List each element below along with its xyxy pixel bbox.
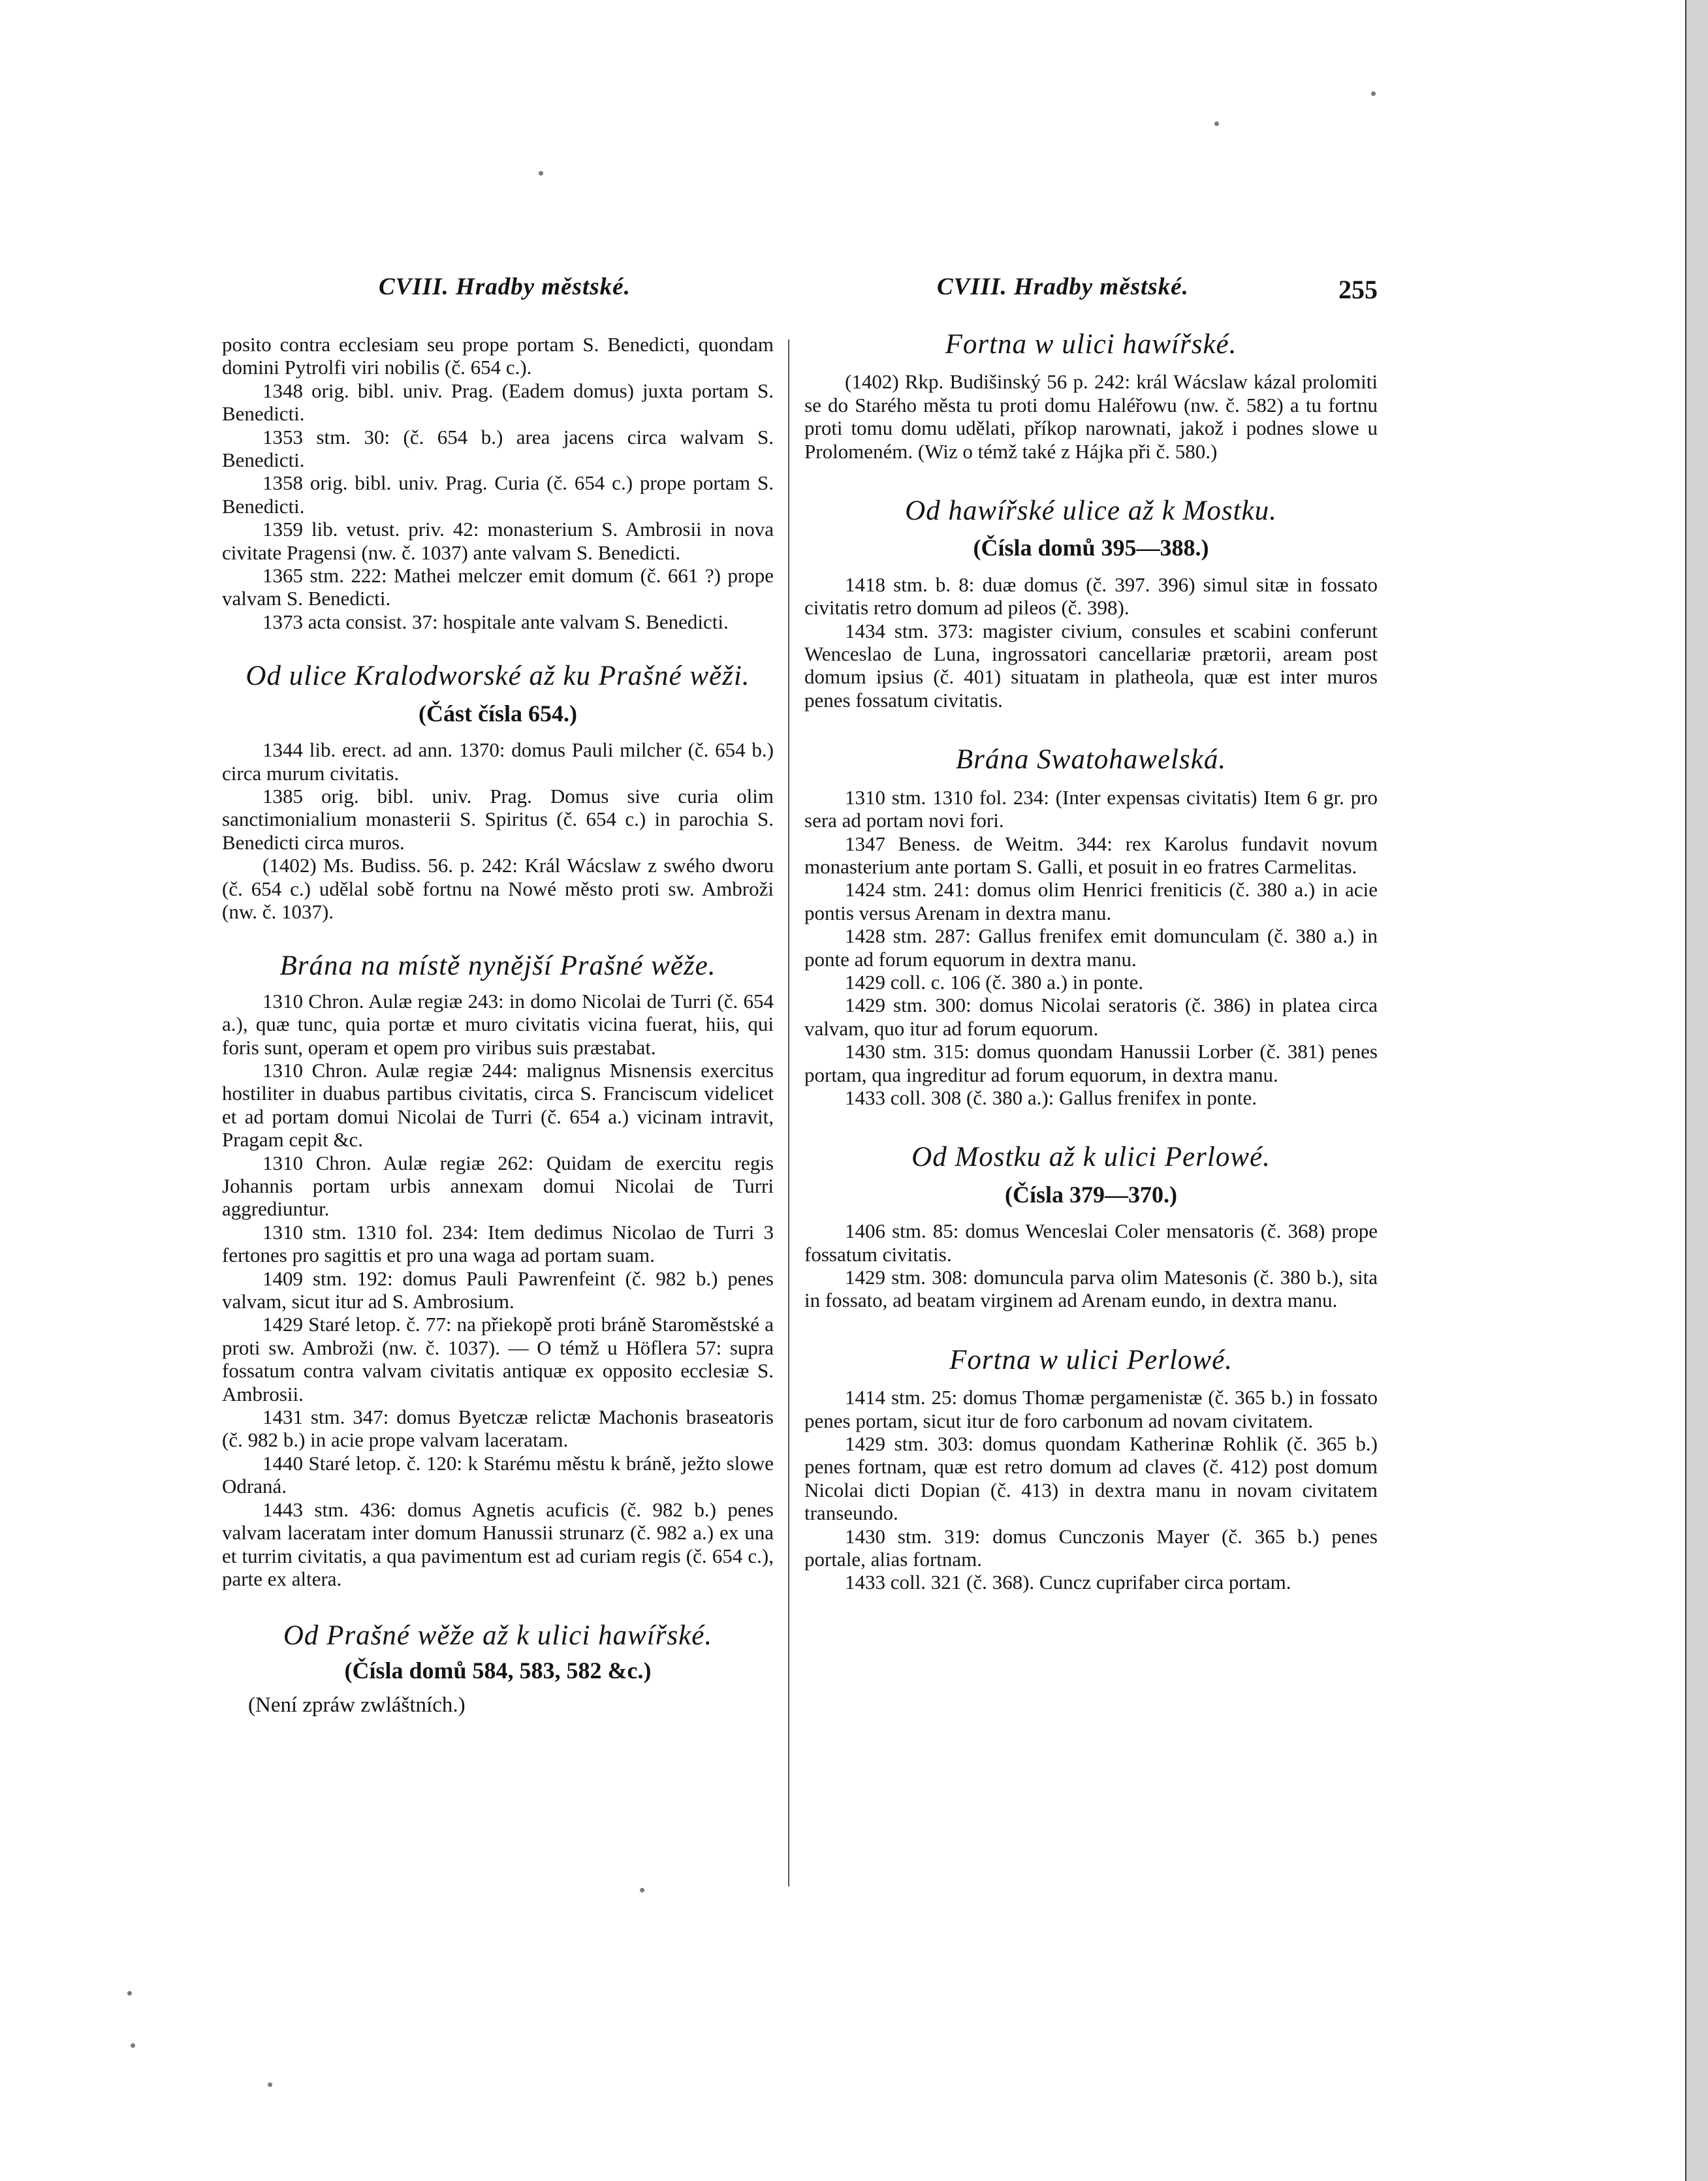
entry: 1310 Chron. Aulæ regiæ 244: malignus Misnensis exercitus hostiliter in duabus partibus civitatis, circa S. Franciscum videlicet et ad portam domui Nicolai de Turri (č. 654 a.) vicinam intravit, Pragam cepit &c.: [222, 1058, 774, 1152]
entry: 1430 stm. 315: domus quondam Hanussii Lorber (č. 381) penes portam, qua ingreditur ad forum equorum, in dextra manu.: [804, 1040, 1378, 1086]
entry: 1358 orig. bibl. univ. Prag. Curia (č. 654 c.) prope portam S. Benedicti.: [222, 471, 774, 518]
entry: 1431 stm. 347: domus Byetczæ relictæ Machonis braseatoris (č. 982 b.) in acie prope valvam laceratam.: [222, 1405, 774, 1452]
speck: [1214, 121, 1219, 126]
entry: 1424 stm. 241: domus olim Henrici freniticis (č. 380 a.) in acie pontis versus Arenam in dextra manu.: [804, 878, 1378, 924]
intro-paragraph: posito contra ecclesiam seu prope portam S. Benedicti, quondam domini Pytrolfi viri nobilis (č. 654 c.).: [222, 333, 774, 379]
entry: 1373 acta consist. 37: hospitale ante valvam S. Benedicti.: [262, 610, 729, 633]
entry: 1348 orig. bibl. univ. Prag. (Eadem domus) juxta portam S. Benedicti.: [222, 379, 774, 426]
section-heading: Fortna w ulici hawířské.: [945, 329, 1237, 360]
left-column: [222, 333, 774, 1718]
entry: 1440 Staré letop. č. 120: k Starému městu k bráně, ježto slowe Odraná.: [222, 1451, 774, 1498]
entry: 1429 Staré letop. č. 77: na přiekopě proti bráně Staroměstské a proti sw. Ambroži (nw. č. 1037). — O témž u Höflera 57: supra fossatum contra valvam civitatis antiquæ ex opposito ecclesiæ S. Ambrosii.: [222, 1313, 774, 1405]
right-column: [804, 329, 1378, 1594]
entry: 1310 Chron. Aulæ regiæ 243: in domo Nicolai de Turri (č. 654 a.), quæ tunc, quia portæ et muro civitatis vicina fuerat, hiis, qui foris sunt, operam et opem pro viribus suis præstabat.: [222, 989, 774, 1059]
entry: 1418 stm. b. 8: duæ domus (č. 397. 396) simul sitæ in fossato civitatis retro domum ad pileos (č. 398).: [804, 573, 1378, 620]
speck: [1371, 91, 1376, 96]
entry: 1430 stm. 319: domus Cunczonis Mayer (č. 365 b.) penes portale, alias fortnam.: [804, 1524, 1378, 1571]
section-heading: Od Prašné wěže až k ulici hawířské.: [283, 1620, 713, 1652]
section-heading: Od hawířské ulice až k Mostku.: [905, 495, 1277, 527]
page-edge: [1686, 0, 1708, 2181]
running-head-left: CVIII. Hradby městské.: [379, 274, 631, 300]
entry: 1429 coll. c. 106 (č. 380 a.) in ponte.: [845, 970, 1144, 994]
entry: 1433 coll. 321 (č. 368). Cuncz cuprifaber circa portam.: [845, 1571, 1291, 1594]
entry: 1429 stm. 300: domus Nicolai seratoris (č. 386) in platea circa valvam, quo itur ad forum equorum.: [804, 994, 1378, 1040]
speck: [268, 2082, 272, 2087]
entry: 1414 stm. 25: domus Thomæ pergamenistæ (č. 365 b.) in fossato penes portam, sicut itur de foro carbonum ad novam civitatem.: [804, 1386, 1378, 1432]
entry: 1428 stm. 287: Gallus frenifex emit domunculam (č. 380 a.) in ponte ad forum equorum in dextra manu.: [804, 924, 1378, 971]
section-subheading: (Část čísla 654.): [419, 700, 577, 727]
speck: [640, 1888, 644, 1892]
entry: 1310 stm. 1310 fol. 234: (Inter expensas civitatis) Item 6 gr. pro sera ad portam novi fori.: [804, 785, 1378, 832]
section-subheading: (Čísla domů 584, 583, 582 &c.): [344, 1657, 652, 1684]
section-heading: Od ulice Kralodworské až ku Prašné wěži.: [245, 661, 750, 692]
section-heading: Brána na místě nynější Prašné wěže.: [279, 950, 716, 982]
section-heading: Brána Swatohawelská.: [955, 744, 1227, 776]
entry: 1385 orig. bibl. univ. Prag. Domus sive curia olim sanctimonialium monasterii S. Spiritus (č. 654 c.) in parochia S. Benedicti circa muros.: [222, 784, 774, 854]
entry: 1359 lib. vetust. priv. 42: monasterium S. Ambrosii in nova civitate Pragensi (nw. č. 1037) ante valvam S. Benedicti.: [222, 518, 774, 564]
entry: 1443 stm. 436: domus Agnetis acuficis (č. 982 b.) penes valvam laceratam inter domum Hanussii strunarz (č. 982 a.) ex una et turrim civitatis, a qua pavimentum est ad curiam regis (č. 654 c.), parte ex altera.: [222, 1498, 774, 1590]
section-subheading: (Čísla domů 395—388.): [973, 535, 1209, 561]
entry: 1365 stm. 222: Mathei melczer emit domum (č. 661 ?) prope valvam S. Benedicti.: [222, 564, 774, 610]
entry: 1310 Chron. Aulæ regiæ 262: Quidam de exercitu regis Johannis portam urbis annexam domui Nicolai de Turri aggrediuntur.: [222, 1151, 774, 1221]
section-heading: Fortna w ulici Perlowé.: [949, 1344, 1233, 1375]
column-rule: [788, 339, 789, 1887]
entry: 1310 stm. 1310 fol. 234: Item dedimus Nicolao de Turri 3 fertones pro sagittis et pro una waga ad portam suam.: [222, 1220, 774, 1267]
section-subheading: (Čísla 379—370.): [1005, 1181, 1177, 1208]
entry: 1347 Beness. de Weitm. 344: rex Karolus fundavit novum monasterium ante portam S. Galli, et posuit in eo fratres Carmelitas.: [804, 832, 1378, 878]
entry: 1406 stm. 85: domus Wenceslai Coler mensatoris (č. 368) prope fossatum civitatis.: [804, 1219, 1378, 1266]
entry: (1402) Ms. Budiss. 56. p. 242: Král Wácslaw z swého dworu (č. 654 c.) udělal sobě fortnu na Nowé město proti sw. Ambroži (nw. č. 1037).: [222, 854, 774, 923]
speck: [539, 171, 543, 176]
section-heading: Od Mostku až k ulici Perlowé.: [911, 1142, 1271, 1173]
speck: [127, 1991, 132, 1996]
entry: (1402) Rkp. Budišinský 56 p. 242: král Wácslaw kázal prolomiti se do Starého města tu proti domu Haléřowu (nw. č. 582) a tu fortnu proti tomu domu udělati, příkop narownati, jakož i podnes slowe u Prolomeném. (Wiz o témž také z Hájka při č. 580.): [804, 370, 1378, 463]
page-number: 255: [1338, 275, 1378, 304]
running-head-right: CVIII. Hradby městské.: [937, 274, 1189, 300]
entry: 1353 stm. 30: (č. 654 b.) area jacens circa walvam S. Benedicti.: [222, 425, 774, 472]
entry: 1434 stm. 373: magister civium, consules et scabini conferunt Wenceslao de Luna, ingrossatori cancellariæ prætorii, aream post domum ipsius (č. 401) situatam in platheola, quæ est inter muros penes fossatum civitatis.: [804, 619, 1378, 712]
speck: [131, 2043, 135, 2048]
entry: 1429 stm. 303: domus quondam Katherinæ Rohlik (č. 365 b.) penes fortnam, quæ est retro domum ad claves (č. 412) post domum Nicolai dicti Dopian (č. 413) in dextra manu in novam civitatem transeundo.: [804, 1432, 1378, 1525]
entry: 1433 coll. 308 (č. 380 a.): Gallus frenifex in ponte.: [845, 1086, 1257, 1109]
section-note: (Není zpráw zwláštních.): [248, 1693, 466, 1718]
entry: 1344 lib. erect. ad ann. 1370: domus Pauli milcher (č. 654 b.) circa murum civitatis.: [222, 738, 774, 785]
entry: 1429 stm. 308: domuncula parva olim Matesonis (č. 380 b.), sita in fossato, ad beatam virginem ad Arenam eundo, in dextra manu.: [804, 1266, 1378, 1312]
entry: 1409 stm. 192: domus Pauli Pawrenfeint (č. 982 b.) penes valvam, sicut itur ad S. Ambrosium.: [222, 1266, 774, 1313]
